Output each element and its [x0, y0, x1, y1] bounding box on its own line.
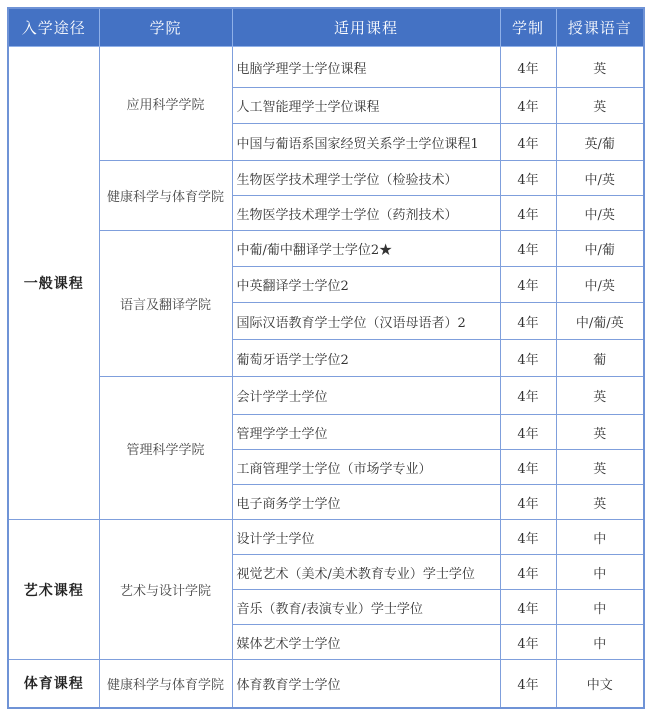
- language-cell: 中文: [556, 660, 644, 708]
- language-cell: 中: [556, 625, 644, 660]
- duration-cell: 4年: [500, 625, 556, 660]
- school-cell: 健康科学与体育学院: [99, 660, 232, 708]
- language-cell: 中/英: [556, 196, 644, 231]
- course-cell: 视觉艺术（美术/美术教育专业）学士学位: [232, 555, 500, 590]
- duration-cell: 4年: [500, 590, 556, 625]
- course-cell: 电子商务学士学位: [232, 485, 500, 520]
- school-cell: 应用科学学院: [99, 47, 232, 161]
- duration-cell: 4年: [500, 520, 556, 555]
- duration-cell: 4年: [500, 303, 556, 340]
- course-cell: 葡萄牙语学士学位2: [232, 340, 500, 377]
- programs-table: [7, 7, 645, 709]
- duration-cell: 4年: [500, 485, 556, 520]
- course-cell: 会计学学士学位: [232, 377, 500, 415]
- duration-cell: 4年: [500, 555, 556, 590]
- duration-cell: 4年: [500, 267, 556, 303]
- duration-cell: 4年: [500, 415, 556, 450]
- header-school: 学院: [99, 8, 232, 47]
- course-cell: 媒体艺术学士学位: [232, 625, 500, 660]
- table-row: [8, 520, 644, 555]
- course-cell: 中英翻译学士学位2: [232, 267, 500, 303]
- language-cell: 中/葡/英: [556, 303, 644, 340]
- table-row: [8, 161, 644, 196]
- duration-cell: 4年: [500, 231, 556, 267]
- course-cell: 人工智能理学士学位课程: [232, 88, 500, 124]
- school-cell: 语言及翻译学院: [99, 231, 232, 377]
- language-cell: 中: [556, 520, 644, 555]
- language-cell: 英: [556, 450, 644, 485]
- duration-cell: 4年: [500, 88, 556, 124]
- route-cell: 一般课程: [8, 47, 99, 520]
- header-language: 授课语言: [556, 8, 644, 47]
- school-cell: 艺术与设计学院: [99, 520, 232, 660]
- header-row: [8, 8, 644, 47]
- language-cell: 中: [556, 555, 644, 590]
- course-cell: 中葡/葡中翻译学士学位2★: [232, 231, 500, 267]
- language-cell: 英: [556, 47, 644, 88]
- table-row: [8, 377, 644, 415]
- course-cell: 管理学学士学位: [232, 415, 500, 450]
- duration-cell: 4年: [500, 47, 556, 88]
- duration-cell: 4年: [500, 124, 556, 161]
- course-cell: 设计学士学位: [232, 520, 500, 555]
- course-cell: 体育教育学士学位: [232, 660, 500, 708]
- duration-cell: 4年: [500, 161, 556, 196]
- course-cell: 工商管理学士学位（市场学专业）: [232, 450, 500, 485]
- language-cell: 葡: [556, 340, 644, 377]
- duration-cell: 4年: [500, 450, 556, 485]
- course-cell: 中国与葡语系国家经贸关系学士学位课程1: [232, 124, 500, 161]
- header-duration: 学制: [500, 8, 556, 47]
- duration-cell: 4年: [500, 377, 556, 415]
- language-cell: 中/英: [556, 267, 644, 303]
- duration-cell: 4年: [500, 340, 556, 377]
- language-cell: 英: [556, 88, 644, 124]
- language-cell: 英/葡: [556, 124, 644, 161]
- table-row: [8, 660, 644, 708]
- header-course: 适用课程: [232, 8, 500, 47]
- route-cell: 艺术课程: [8, 520, 99, 660]
- duration-cell: 4年: [500, 660, 556, 708]
- school-cell: 健康科学与体育学院: [99, 161, 232, 231]
- course-cell: 电脑学理学士学位课程: [232, 47, 500, 88]
- course-cell: 国际汉语教育学士学位（汉语母语者）2: [232, 303, 500, 340]
- language-cell: 英: [556, 377, 644, 415]
- table-row: [8, 47, 644, 88]
- language-cell: 英: [556, 415, 644, 450]
- language-cell: 中: [556, 590, 644, 625]
- language-cell: 中/葡: [556, 231, 644, 267]
- course-cell: 生物医学技术理学士学位（药剂技术）: [232, 196, 500, 231]
- route-cell: 体育课程: [8, 660, 99, 708]
- course-cell: 生物医学技术理学士学位（检验技术）: [232, 161, 500, 196]
- duration-cell: 4年: [500, 196, 556, 231]
- header-route: 入学途径: [8, 8, 99, 47]
- course-cell: 音乐（教育/表演专业）学士学位: [232, 590, 500, 625]
- school-cell: 管理科学学院: [99, 377, 232, 520]
- table-row: [8, 231, 644, 267]
- language-cell: 英: [556, 485, 644, 520]
- language-cell: 中/英: [556, 161, 644, 196]
